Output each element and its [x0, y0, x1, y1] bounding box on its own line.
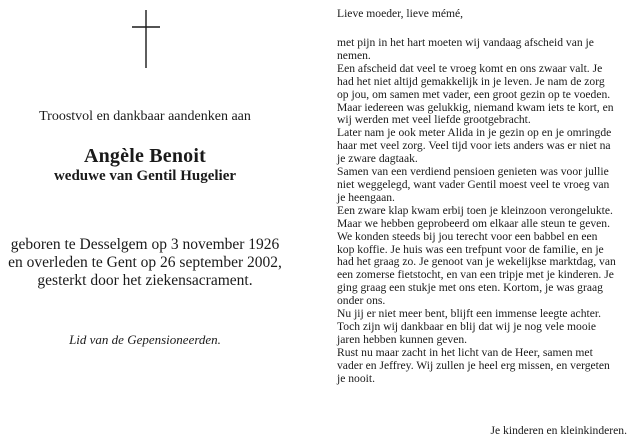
birth-line: geboren te Desselgem op 3 november 1926 — [10, 236, 280, 253]
membership-text: Lid van de Gepensioneerden. — [69, 332, 221, 347]
letter-line: je nooit. — [337, 371, 375, 385]
letter-line: Maar we hebben geprobeerd om elkaar alle steun te geven. — [337, 216, 610, 230]
letter-line: ging graag een stukje met ons eten. Kortom, je was graag — [337, 281, 603, 295]
letter-line: een zomerse fietstocht, en van een tripje met je kinderen. Je — [337, 268, 614, 282]
letter-line: haar met veel zorg. Veel tijd voor iets anders was er niet na — [337, 139, 611, 153]
sacrament-line: gesterkt door het ziekensacrament. — [37, 272, 253, 289]
letter-line: onder ons. — [337, 294, 386, 308]
letter-line: op jou, om samen met vader, een groot gezin op te voeden. — [337, 87, 611, 101]
letter-line: nemen. — [337, 48, 371, 62]
letter-line: niet weggelegd, want vader Gentil moest veel te vroeg van — [337, 177, 610, 191]
letter-greeting: Lieve moeder, lieve mémé, — [337, 7, 464, 20]
letter-line: Maar iedereen was gelukkig, niemand kwam iets te kort, en — [337, 100, 614, 114]
letter-line: Rust nu maar zacht in het licht van de Heer, samen met — [337, 345, 593, 359]
spouse-line: weduwe van Gentil Hugelier — [53, 168, 237, 184]
deceased-name: Angèle Benoit — [83, 145, 207, 167]
death-line: en overleden te Gent op 26 september 2002, — [8, 254, 282, 271]
cross-icon — [130, 10, 162, 68]
intro-text: Troostvol en dankbaar aandenken aan — [39, 109, 251, 124]
letter-line: Een afscheid dat veel te vroeg komt en ons zwaar valt. Je — [337, 61, 603, 75]
letter-line: Toch zijn wij dankbaar en blij dat wij je nog vele mooie — [337, 319, 597, 333]
letter-line: had het graag zo. Je genoot van je wekelijkse marktdag, van — [337, 255, 616, 269]
letter-line: Samen van een verdiend pensioen genieten was voor jullie — [337, 165, 609, 179]
letter-line: met pijn in het hart moeten wij vandaag afscheid van je — [337, 36, 594, 49]
letter-line: jaren hebben kunnen geven. — [337, 332, 468, 346]
birth-death-info — [0, 236, 290, 290]
letter-line: kop koffie. Je huis was een trefpunt voor de familie, en je — [337, 242, 604, 256]
letter-line: wij werden met veel liefde grootgebracht. — [337, 113, 531, 127]
letter-signature: Je kinderen en kleinkinderen. — [490, 424, 627, 437]
letter-line: je heengaan. — [337, 190, 395, 204]
letter-line: had het niet altijd gemakkelijk in je leven. Je nam de zorg — [337, 74, 605, 88]
letter-body — [337, 37, 637, 385]
letter-line: Nu jij er niet meer bent, blijft een immense leegte achter. — [337, 307, 601, 321]
letter-line: Later nam je ook meter Alida in je gezin op en je omringde — [337, 126, 612, 140]
letter-line: We konden steeds bij jou terecht voor een babbel en een — [337, 229, 598, 243]
letter-line: Een zware klap kwam erbij toen je kleinzoon verongelukte. — [337, 203, 613, 217]
letter-line: je zware dagtaak. — [337, 152, 418, 166]
letter-line: vader en Jeffrey. Wij zullen je heel erg missen, en vergeten — [337, 358, 610, 372]
